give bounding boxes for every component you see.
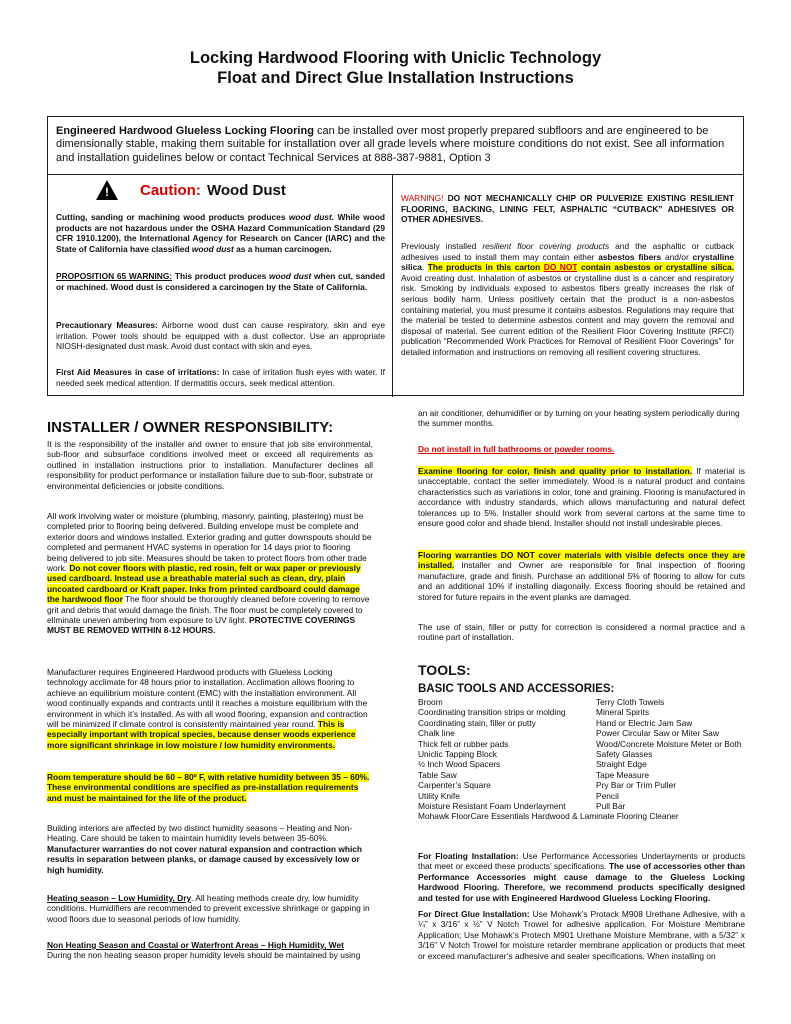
tool-item: Wood/Concrete Moisture Meter or Both [596,738,742,749]
direct-glue-text: Use Mohawk’s Protack M908 Urethane Adhesive, with a ¼” x 3/16” x ½” V Notch Trowel for adhesive application. For Moisture Membrane Application; Use Mohawk’s Protech M901 Urethane Moisture Membrane, with a 5/32” x 3/16” V Notch Trowel for moisture retarder membrane application or products that meet or exceed manufacturer’s adhesive and sealer specifications. When installing on [418,909,745,961]
warning-hl-a: The products in this carton [427,262,544,273]
tool-item: Chalk line [418,728,455,739]
installer-p5-b: Manufacturer warranties do not cover natural expansion and contraction which results in separation between planks, or damage caused by excessively low or high humidity. [47,843,363,875]
tools-row [418,780,748,790]
examine-paragraph [418,466,745,528]
caution-label: Caution: [140,182,201,199]
basic-tools-heading: BASIC TOOLS AND ACCESSORIES: [418,683,615,695]
tools-row [418,770,748,780]
floating-bold: The use of accessories other than Performance Accessories might cause damage to the Glueless Locking Hardwood Flooring. Therefore, we recommend products specifically designed and tested for use with Engineered Hardwood Glueless Locking Flooring. [418,861,745,903]
caution-p1-d: wood dust [191,243,234,254]
tool-item: Table Saw [418,769,457,780]
tool-item: Tape Measure [596,769,650,780]
installer-paragraph-7 [47,940,373,961]
caution-p1-b: wood dust. [288,212,335,222]
installer-paragraph-2 [47,511,373,636]
warning-hl-c: contain asbestos or crystalline silica. [577,262,735,273]
tools-row [418,707,748,717]
prop65-label: PROPOSITION 65 WARNING: [56,271,173,281]
tool-item: Terry Cloth Towels [596,697,665,707]
tool-item: ½ Inch Wood Spacers [418,759,501,770]
tool-item: Uniclic Tapping Block [418,748,497,759]
installer-paragraph-4 [47,772,373,803]
tool-item: Pry Bar or Trim Puller [596,780,677,791]
caution-panel [48,175,393,397]
caution-header [96,180,356,204]
tools-row [418,718,748,728]
warning-b-e: and/or [661,251,693,262]
warning-panel [393,175,743,397]
warning-b-c: and the asphaltic or cutback adhesives used to install them may contain either [401,241,734,262]
warning-label: WARNING! [401,193,444,203]
installer-p5-a: Building interiors are affected by two distinct humidity seasons – Heating and Non-Heating. Care should be taken to maintain humidity levels between 35-60%. [47,823,353,844]
precautionary-paragraph [56,320,385,352]
intro-box [47,116,744,174]
prop65-paragraph [56,271,385,292]
warranty-paragraph [418,550,745,602]
caution-p1-a: Cutting, sanding or machining wood products produces [56,212,289,222]
direct-glue-paragraph [418,909,745,961]
right-continuation: an air conditioner, dehumidifier or by turning on your heating system periodically during the summer months. [418,408,740,429]
tools-row [418,791,748,801]
warning-headline-text: DO NOT MECHANICALLY CHIP OR PULVERIZE EXISTING RESILIENT FLOORING, BACKING, LINING FELT, ASPHALTIC “CUTBACK” ADHESIVES OR OTHER ADHESIVES. [401,193,734,225]
intro-bold: Engineered Hardwood Glueless Locking Flooring [56,125,314,137]
tool-item: Straight Edge [596,759,647,770]
no-bathroom-text: Do not install in full bathrooms or powder rooms. [418,444,615,454]
warning-b-b: resilient floor covering products [482,241,610,251]
warning-headline [401,193,734,225]
warning-b-a: Previously installed [401,241,483,251]
precautionary-text: Airborne wood dust can cause respiratory, skin and eye irritation. Power tools should be equipped with a dust collector. Use an appropriate NIOSH-designated dust mask. Avoid dust contact with skin and eyes. [56,320,385,352]
document-title-line-2: Float and Direct Glue Installation Instructions [217,69,574,87]
warranty-highlight: Flooring warranties DO NOT cover materials with visible defects once they are installed. [418,550,745,571]
installer-paragraph-1: It is the responsibility of the installer and owner to ensure that job site environmental, sub-floor and subsurface conditions involved meet or exceed all requirements as outlined in installation instructions prior to installation. Manufacturer declines all responsibility for product performance or installation failure due to sub-floor, substrate or environmental deficiencies or jobsite conditions. [47,439,373,491]
first-aid-label: First Aid Measures in case of irritations: [56,367,220,377]
caution-paragraph-1 [56,212,385,254]
installer-p3-highlight: This is especially important with tropical species, because denser woods experience more significant shrinkage in low moisture / low humidity environments. [47,719,356,750]
first-aid-paragraph [56,367,385,388]
installer-paragraph-6 [47,893,373,924]
caution-subject: Wood Dust [207,182,286,199]
tool-item: Broom [418,697,443,707]
floating-text: Use Performance Accessories Underlayments or products that meet or exceed these products’ specifications. [418,851,746,872]
caution-p1-e: as a human carcinogen. [233,243,332,254]
tools-row [418,749,748,759]
floating-label: For Floating Installation: [418,851,519,861]
warning-body [401,241,734,358]
prop65-a: This product produces [172,271,270,281]
caution-p1-c: While wood products are not hazardous under the OSHA Hazard Communication Standard (29 CFR 1910.1200), the International Agency for Research on Cancer (IARC) and the State of California have classified [56,212,385,254]
examine-text: If material is unacceptable, contact the seller immediately. Wood is a natural product and contains characteristics such as variations in color, tone and graining. Flooring is manufactured in accordance with industry standards, which allows manufacturing and natural defect tolerances up to 5%. Installer should work from several cartons at the same time to ensure good color and shade blend. Installer should not install undesirable pieces. [418,466,745,529]
tools-row [418,739,748,749]
installer-p2-b: The floor should be thoroughly cleaned before covering to remove grit and debris that would damage the finish. The floor must be completely covered to eliminate uneven ambering from exposure to UV light. [47,594,370,626]
tool-item: Thick felt or rubber pads [418,738,509,749]
warning-b-h: Avoid creating dust. Inhalation of asbestos or crystalline dust is a cancer and respiratory risk. Smoking by individuals exposed to asbestos fibers greatly increases the risk of serious bodily harm. Unless positively certain that the product is a non-asbestos containing material, you must presume it contains asbestos. Regulations may require that the material be tested to determine asbestos content and may govern the removal and disposal of material. See current edition of the Resilient Floor Covering Institute (RFCI) publication “Recommended Work Practices for Removal of Resilient Floor Coverings” for detailed information and instructions on removing all resilient covering structures. [401,272,734,357]
installer-p3-a: Manufacturer requires Engineered Hardwood products with Glueless Locking technology acclimate for 48 hours prior to installation. Acclimation allows flooring to achieve an equilibrium moisture content (EMC) with the installation environment. All wood continually expands and contracts until it reaches a moisture equilibrium with the environment in which it’s installed. As with all wood flooring, expansion and contraction will be minimized if climate control is consistently maintained year round. [47,667,368,730]
intro-text: can be installed over most properly prepared subfloors and are engineered to be dimensionally stable, making them suitable for installation over all grade levels where moisture conditions do not exist. See all information and installation guidelines below or contact Technical Services at 888-387-9881, Option 3 [56,125,725,164]
caution-warning-box [47,174,744,396]
precautionary-label: Precautionary Measures: [56,320,158,330]
direct-glue-label: For Direct Glue Installation: [418,909,530,919]
prop65-b: wood dust [269,271,312,281]
tool-item: Pull Bar [596,800,626,811]
no-bathroom-notice [418,444,745,454]
heating-season-text: . All heating methods create dry, low humidity conditions. Humidifiers are recommended to prevent excessive shrinkage or gapping in wood floors due to seasonal periods of low humidity. [47,893,370,924]
non-heating-season-label: Non Heating Season and Coastal or Waterfront Areas – High Humidity, Wet [47,940,344,950]
tools-row [418,759,748,769]
warning-hl-b: DO NOT [543,262,578,273]
non-heating-season-text: During the non heating season proper humidity levels should be maintained by using [47,950,361,961]
tools-list [418,697,748,822]
tool-item: Carpenter’s Square [418,780,491,791]
warning-b-f: crystalline silica [401,251,734,273]
warning-b-d: asbestos fibers [598,251,662,262]
tool-item: Pencil [596,790,619,801]
heating-season-label: Heating season – Low Humidity, Dry [47,893,192,903]
floating-installation-paragraph [418,851,745,903]
installer-paragraph-5 [47,823,373,875]
tool-item-cleaner: Mohawk FloorCare Essentials Hardwood & Laminate Flooring Cleaner [418,811,679,822]
prop65-c: when cut, sanded or machined. Wood dust is considered a carcinogen by the State of California. [56,271,386,292]
tool-item: Moisture Resistant Foam Underlayment [418,800,566,811]
installer-heading: INSTALLER / OWNER RESPONSIBILITY: [47,419,334,436]
tool-item: Mineral Spirits [596,707,650,718]
tools-row [418,728,748,738]
tool-item: Hand or Electric Jam Saw [596,717,693,728]
exclamation-glyph: ! [105,185,109,199]
warning-b-g: . [421,262,428,273]
installer-p2-highlight: Do not cover floors with plastic, red rosin, felt or wax paper or previously used cardboard. Instead use a breathable material such as clean, dry, plain uncoated cardboard or Kraft paper. Inks from printed cardboard could damage the hardwood floor [47,563,361,605]
installer-p2-c: PROTECTIVE COVERINGS MUST BE REMOVED WITHIN 8-12 HOURS. [47,615,356,636]
tool-item: Coordinating stain, filler or putty [418,717,536,728]
tool-item: Power Circular Saw or Miter Saw [596,728,719,739]
warranty-text: Installer and Owner are responsible for final inspection of flooring manufacture, grade and finish. Purchase an additional 5% of flooring to allow for cuts and an additional 10% if installing diagonally. Excess flooring should be retained and stored for future repairs in the event planks are damaged. [418,560,745,602]
installer-p2-a: All work involving water or moisture (plumbing, masonry, painting, plastering) must be completed prior to flooring being delivered. Building envelope must be complete and exterior doors and windows installed. Exterior grading and gutter downspouts should be completed and permanent HVAC systems in operation for 14 days prior to flooring being delivered to job site. Measures should be taken to protect floors from other trade work. [47,511,372,574]
examine-highlight: Examine flooring for color, finish and quality prior to installation. [418,466,693,476]
tools-row [418,697,748,707]
installer-paragraph-3 [47,667,373,750]
tools-row [418,801,748,811]
installer-p4-highlight: Room temperature should be 60 – 80º F, with relative humidity between 35 – 60%. These environmental conditions are specified as pre-installation requirements and must be maintained for the life of the product. [47,772,370,803]
tools-heading: TOOLS: [418,662,471,678]
first-aid-text: In case of irritation flush eyes with water. If needed seek medical attention. If dermatitis occurs, seek medical attention. [56,367,385,388]
document-title-line-1: Locking Hardwood Flooring with Uniclic Technology [189,49,602,67]
stain-paragraph: The use of stain, filler or putty for correction is considered a normal practice and a routine part of installation. [418,622,745,643]
tool-item: Utility Knife [418,790,460,801]
tool-item: Safety Glasses [596,748,653,759]
tool-item: Coordinating transition strips or molding [418,707,566,718]
